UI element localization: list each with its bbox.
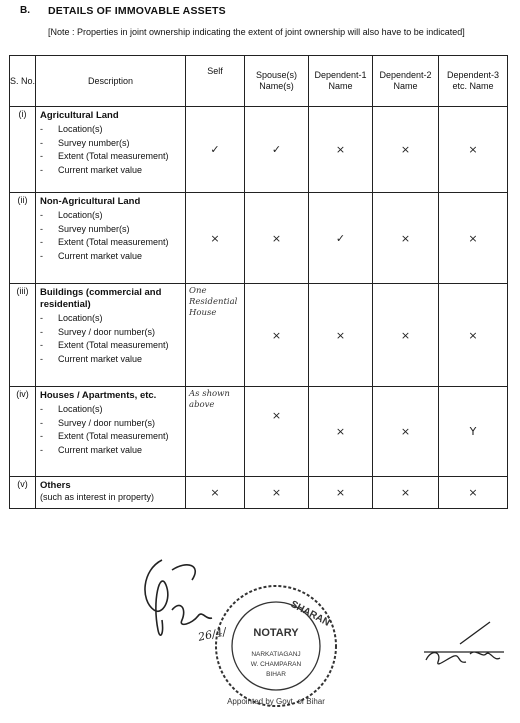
mark-dependent-1: × [309, 284, 373, 387]
section-letter: B. [20, 5, 30, 16]
table-row [10, 477, 508, 509]
row-sno: (i) [10, 107, 36, 193]
row-category: Others [40, 480, 71, 491]
mark-spouse: × [245, 477, 309, 509]
stamp-line3: BIHAR [266, 671, 286, 678]
handwritten-self-note: One Residential House [186, 284, 245, 387]
row-description [36, 284, 186, 387]
handwritten-self-note: As shown above [186, 387, 245, 477]
section-note: [Note : Properties in joint ownership indicating the extent of joint ownership will also have to be indicated] [48, 27, 465, 37]
immovable-assets-table [9, 55, 508, 509]
row-item: - Survey / door number(s) [40, 417, 156, 428]
row-item: - Survey number(s) [40, 223, 130, 234]
row-category: Agricultural Land [40, 110, 119, 121]
table-row [10, 387, 508, 477]
row-item: - Current market value [40, 353, 143, 364]
mark-spouse: × [245, 284, 309, 387]
table-header-row [10, 56, 508, 107]
stamp-line1: NARKATIAGANJ [251, 651, 301, 658]
stamp-line2: W. CHAMPARAN [250, 661, 302, 668]
header-dependent-2: Dependent-2 Name [373, 56, 439, 107]
mark-spouse: ✓ [245, 107, 309, 193]
header-self: Self [186, 56, 245, 107]
header-sno: S. No. [10, 56, 36, 107]
row-item: - Current market value [40, 164, 143, 175]
table-row [10, 284, 508, 387]
row-item: - Current market value [40, 444, 143, 455]
row-item: - Current market value [40, 250, 143, 261]
table-row [10, 107, 508, 193]
stamp-top: SHARAN [288, 598, 332, 629]
row-item: - Extent (Total measurement) [40, 151, 169, 161]
mark-spouse: × [245, 193, 309, 284]
row-sno: (iii) [10, 284, 36, 387]
row-item: - Location(s) [40, 404, 103, 414]
mark-spouse: × [245, 387, 309, 477]
mark-self: × [186, 193, 245, 284]
handwritten-date: 26/4/ [196, 625, 228, 644]
row-others-text: (such as interest in property) [40, 492, 155, 502]
header-description: Description [36, 56, 186, 107]
mark-dependent-3: × [439, 284, 508, 387]
mark-dependent-2: × [373, 284, 439, 387]
row-item: - Location(s) [40, 210, 103, 220]
mark-dependent-3: × [439, 477, 508, 509]
row-item: - Location(s) [40, 124, 103, 134]
section-title: DETAILS OF IMMOVABLE ASSETS [48, 5, 226, 17]
row-item: - Survey number(s) [40, 137, 130, 148]
mark-dependent-1: × [309, 107, 373, 193]
mark-dependent-1: × [309, 387, 373, 477]
row-description [36, 477, 186, 509]
row-item: - Location(s) [40, 313, 103, 323]
mark-self: ✓ [186, 107, 245, 193]
stamp-center: NOTARY [253, 627, 299, 639]
row-sno: (ii) [10, 193, 36, 284]
mark-dependent-1: ✓ [309, 193, 373, 284]
row-item: - Extent (Total measurement) [40, 431, 169, 441]
mark-dependent-2: × [373, 193, 439, 284]
notary-stamp [212, 582, 340, 710]
mark-dependent-2: × [373, 107, 439, 193]
row-item: - Survey / door number(s) [40, 326, 156, 337]
row-category: Buildings (commercial and residential) [40, 287, 162, 310]
mark-dependent-3: × [439, 107, 508, 193]
header-spouse: Spouse(s) Name(s) [245, 56, 309, 107]
mark-dependent-2: × [373, 477, 439, 509]
row-description [36, 107, 186, 193]
mark-dependent-3: × [439, 193, 508, 284]
row-category: Houses / Apartments, etc. [40, 390, 157, 401]
mark-self: × [186, 477, 245, 509]
row-category: Non-Agricultural Land [40, 196, 141, 207]
mark-dependent-3: Y [439, 387, 508, 477]
signature-right [420, 618, 512, 670]
row-description [36, 193, 186, 284]
stamp-bottom: Appointed by Govt. of Bihar [227, 697, 325, 706]
mark-dependent-1: × [309, 477, 373, 509]
mark-dependent-2: × [373, 387, 439, 477]
row-sno: (iv) [10, 387, 36, 477]
row-item: - Extent (Total measurement) [40, 340, 169, 350]
header-dependent-3: Dependent-3 etc. Name [439, 56, 508, 107]
row-description [36, 387, 186, 477]
row-sno: (v) [10, 477, 36, 509]
row-item: - Extent (Total measurement) [40, 237, 169, 247]
table-row [10, 193, 508, 284]
header-dependent-1: Dependent-1 Name [309, 56, 373, 107]
